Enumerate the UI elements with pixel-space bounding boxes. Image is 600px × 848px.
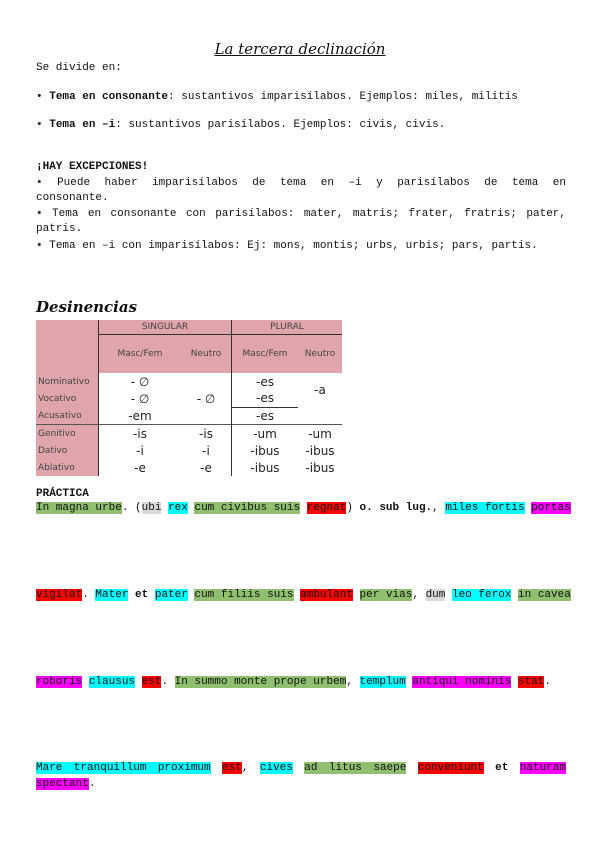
hl-word: cum civibus suis bbox=[194, 502, 301, 514]
exceptions-heading bbox=[36, 161, 566, 173]
hl-word: naturam bbox=[519, 762, 566, 774]
punct: , bbox=[412, 589, 426, 601]
desinencias-heading: Desinencias bbox=[36, 298, 138, 316]
case-genitivo: Genitivo bbox=[36, 425, 99, 443]
hl-word: In magna urbe bbox=[36, 502, 122, 514]
cell-abl-sg-n: -e bbox=[200, 460, 212, 475]
desinencias-table bbox=[36, 320, 342, 476]
cell-nom-sg-mf: - ∅ bbox=[99, 373, 182, 390]
cell-abl-pl-n: -ibus bbox=[305, 460, 335, 475]
hl-word: est bbox=[222, 762, 242, 774]
punct bbox=[82, 676, 89, 688]
practica-line-1 bbox=[36, 502, 571, 514]
punct: . bbox=[161, 676, 175, 688]
header-singular: SINGULAR bbox=[99, 320, 232, 335]
header-plural: PLURAL bbox=[232, 320, 343, 335]
page-title bbox=[0, 40, 600, 58]
exceptions-heading-text: ¡HAY EXCEPCIONES! bbox=[36, 161, 149, 173]
hl-word: rex bbox=[168, 502, 188, 514]
punct bbox=[511, 676, 518, 688]
cell-abl-pl-mf: -ibus bbox=[232, 459, 299, 476]
cell-sg-n-merged: - ∅ bbox=[196, 391, 216, 406]
cell-gen-sg-n: -is bbox=[181, 425, 232, 443]
title-text: La tercera declinación bbox=[214, 40, 386, 58]
exception-item-1-line2: consonante. bbox=[36, 192, 109, 204]
practica-line-2 bbox=[36, 589, 571, 601]
bullet-marker: • bbox=[36, 240, 43, 252]
hl-word: vigilat bbox=[36, 589, 83, 601]
hl-word: leo ferox bbox=[451, 589, 512, 601]
hl-word: Mare tranquillum proximum bbox=[36, 762, 211, 774]
cell-acc-pl-n bbox=[298, 407, 342, 425]
subheader-sg-masc-fem: Masc/Fem bbox=[99, 335, 182, 374]
hl-word: per vias bbox=[359, 589, 413, 601]
bullet-consonante bbox=[36, 91, 566, 103]
punct: . bbox=[88, 778, 96, 790]
exception-text: Tema en consonante con parisílabos: mater, matris; frater, fratris; pater, bbox=[52, 208, 566, 220]
subheader-pl-masc-fem: Masc/Fem bbox=[232, 335, 299, 374]
punct: . bbox=[82, 589, 96, 601]
intro-text: Se divide en: bbox=[36, 62, 122, 74]
hl-word: roboris bbox=[36, 676, 83, 688]
annotation: o. sub lug. bbox=[359, 502, 433, 514]
bullet-marker: • bbox=[36, 91, 43, 103]
bullet-term: Tema en –i bbox=[49, 119, 116, 131]
hl-word: miles fortis bbox=[445, 502, 525, 514]
cell-dat-sg-n: -i bbox=[202, 443, 210, 458]
cell-dat-pl-n: -ibus bbox=[305, 443, 335, 458]
hl-word: in cavea bbox=[518, 589, 571, 601]
subheader-pl-neutro: Neutro bbox=[298, 335, 342, 374]
hl-word: regnat bbox=[306, 502, 347, 514]
hl-word: templum bbox=[359, 676, 406, 688]
punct bbox=[484, 762, 495, 774]
punct: , bbox=[346, 676, 360, 688]
exception-item-3 bbox=[36, 240, 566, 252]
hl-word: Mater bbox=[95, 589, 129, 601]
hl-word: In summo monte prope urbem bbox=[174, 676, 347, 688]
practica-line-4b bbox=[36, 778, 566, 790]
cell-abl-sg-mf: -e bbox=[99, 459, 182, 476]
punct bbox=[148, 589, 155, 601]
cell-dat-pl-mf: -ibus bbox=[232, 442, 299, 459]
punct bbox=[293, 762, 304, 774]
exception-text: Tema en –i con imparisílabos: Ej: mons, montis; urbs, urbis; pars, partis. bbox=[49, 240, 538, 252]
hl-word: conveniunt bbox=[417, 762, 484, 774]
hl-word: ambulant bbox=[300, 589, 353, 601]
bullet-tema-i bbox=[36, 119, 566, 131]
hl-word: stat bbox=[517, 676, 545, 688]
case-acusativo: Acusativo bbox=[36, 407, 99, 425]
hl-word: cives bbox=[259, 762, 293, 774]
hl-word: et bbox=[135, 589, 149, 601]
bullet-text: : sustantivos parisílabos. Ejemplos: civis, civis. bbox=[115, 119, 446, 131]
case-nominativo: Nominativo bbox=[36, 373, 99, 390]
exception-item-2-line1 bbox=[36, 208, 566, 220]
bullet-marker: • bbox=[36, 119, 43, 131]
exception-item-1-line1 bbox=[36, 177, 566, 189]
exception-text: Puede haber imparisílabos de tema en –i y parisílabos de tema en bbox=[57, 177, 566, 189]
punct bbox=[508, 762, 519, 774]
exception-item-2-line2: patris. bbox=[36, 223, 83, 235]
cell-gen-pl-mf: -um bbox=[232, 425, 299, 443]
cell-voc-pl-mf: -es bbox=[232, 390, 299, 407]
practica-line-3 bbox=[36, 676, 566, 688]
cell-voc-sg-mf: - ∅ bbox=[99, 390, 182, 407]
punct bbox=[135, 676, 142, 688]
cell-pl-n-merged: -a bbox=[314, 383, 326, 397]
cell-acc-pl-mf: -es bbox=[232, 407, 299, 425]
practica-heading: PRÁCTICA bbox=[36, 488, 89, 500]
cell-gen-sg-mf: -is bbox=[99, 425, 182, 443]
cell-acc-sg-mf: -em bbox=[99, 407, 182, 425]
hl-word: cum filiis suis bbox=[194, 589, 294, 601]
punct bbox=[211, 762, 222, 774]
practica-line-4 bbox=[36, 762, 566, 774]
table-corner bbox=[36, 320, 99, 373]
case-dativo: Dativo bbox=[36, 442, 99, 459]
hl-word: est bbox=[141, 676, 162, 688]
punct bbox=[353, 589, 360, 601]
hl-word: dum bbox=[425, 589, 446, 601]
punct: , bbox=[241, 762, 260, 774]
punct bbox=[406, 762, 417, 774]
hl-word: et bbox=[495, 762, 509, 774]
hl-word: portas bbox=[531, 502, 571, 514]
punct: . bbox=[544, 676, 551, 688]
case-vocativo: Vocativo bbox=[36, 390, 99, 407]
case-ablativo: Ablativo bbox=[36, 459, 99, 476]
hl-word: antiqui nominis bbox=[412, 676, 512, 688]
hl-word: ad litus saepe bbox=[304, 762, 407, 774]
hl-word: ubi bbox=[141, 502, 162, 514]
hl-word: spectant bbox=[36, 778, 89, 790]
punct: , bbox=[432, 502, 446, 514]
hl-word: pater bbox=[154, 589, 188, 601]
subheader-sg-neutro: Neutro bbox=[181, 335, 232, 374]
punct: . ( bbox=[121, 502, 142, 514]
cell-gen-pl-n: -um bbox=[298, 425, 342, 443]
bullet-marker: • bbox=[36, 177, 43, 189]
punct bbox=[445, 589, 452, 601]
hl-word: clausus bbox=[88, 676, 136, 688]
punct bbox=[300, 502, 307, 514]
cell-nom-pl-mf: -es bbox=[232, 373, 299, 390]
cell-dat-sg-mf: -i bbox=[99, 442, 182, 459]
bullet-term: Tema en consonante bbox=[49, 91, 169, 103]
bullet-marker: • bbox=[36, 208, 43, 220]
punct: ) bbox=[346, 502, 360, 514]
bullet-text: : sustantivos imparisílabos. Ejemplos: miles, militis bbox=[168, 91, 518, 103]
